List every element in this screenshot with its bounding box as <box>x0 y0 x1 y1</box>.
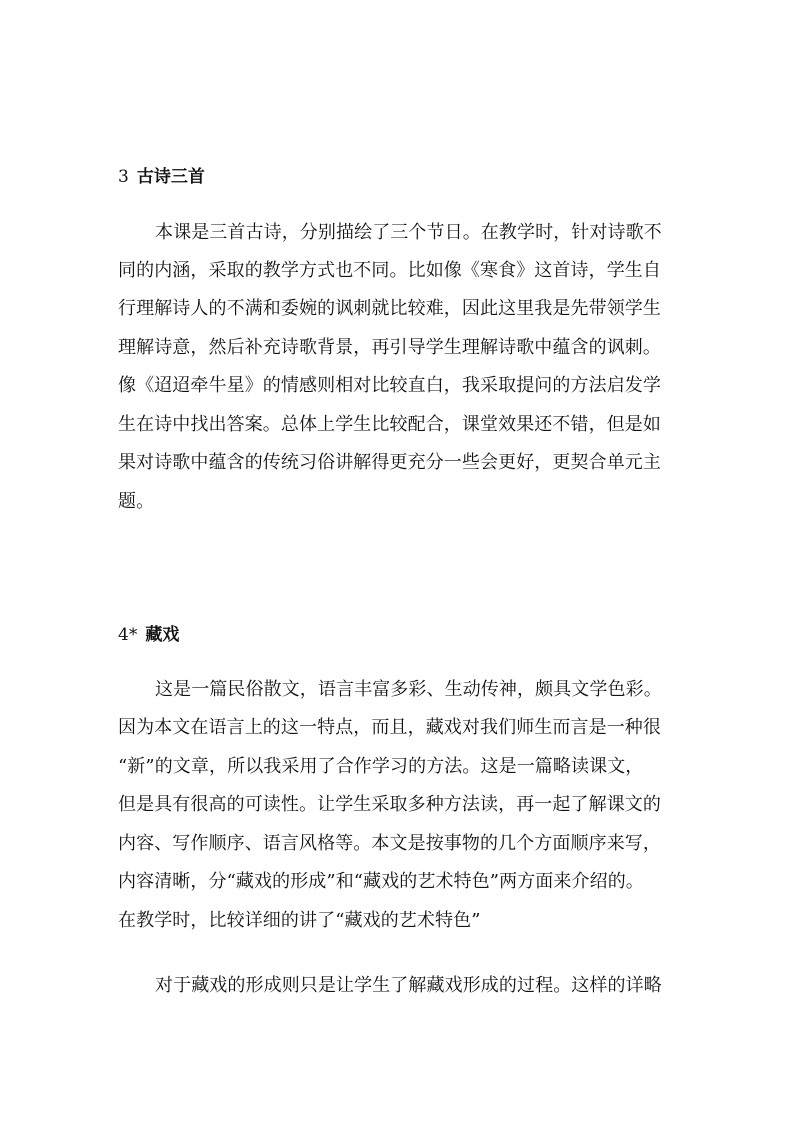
section-title: 古诗三首 <box>136 167 205 187</box>
paragraph-line: “新”的文章，所以我采用了合作学习的方法。这是一篇略读课文， <box>118 756 644 777</box>
paragraph-line: 同的内涵，采取的教学方式也不同。比如像《寒食》这首诗，学生自 <box>118 260 661 281</box>
paragraph-line: 果对诗歌中蕴含的传统习俗讲解得更充分一些会更好，更契合单元主 <box>118 452 661 473</box>
paragraph-line: 内容、写作顺序、语言风格等。本文是按事物的几个方面顺序来写， <box>118 833 661 854</box>
paragraph-line: 理解诗意，然后补充诗歌背景，再引导学生理解诗歌中蕴含的讽刺。 <box>118 337 661 358</box>
paragraph-line: 因为本文在语言上的这一特点，而且，藏戏对我们师生而言是一种很 <box>118 717 661 738</box>
paragraph-line: 题。 <box>118 491 155 512</box>
paragraph-line: 本课是三首古诗，分别描绘了三个节日。在教学时，针对诗歌不 <box>155 222 662 243</box>
paragraph-line: 这是一篇民俗散文，语言丰富多彩、生动传神，颇具文学色彩。 <box>155 679 662 700</box>
paragraph-line: 像《迢迢牵牛星》的情感则相对比较直白，我采取提问的方法启发学 <box>118 375 661 396</box>
paragraph-line: 行理解诗人的不满和委婉的讽刺就比较难，因此这里我是先带领学生 <box>118 298 661 319</box>
paragraph-line: 生在诗中找出答案。总体上学生比较配合，课堂效果还不错，但是如 <box>118 414 661 435</box>
section-number: 3 <box>118 167 129 187</box>
section-heading-gushi <box>118 162 205 187</box>
section-title: 藏戏 <box>145 625 180 645</box>
section-number: 4* <box>118 625 138 645</box>
section-heading-zangxi <box>118 620 179 645</box>
paragraph-line: 对于藏戏的形成则只是让学生了解藏戏形成的过程。这样的详略 <box>155 975 662 996</box>
paragraph-line: 但是具有很高的可读性。让学生采取多种方法读，再一起了解课文的 <box>118 794 661 815</box>
paragraph-line: 在教学时，比较详细的讲了“藏戏的艺术特色” <box>118 910 481 931</box>
paragraph-line: 内容清晰，分“藏戏的形成”和“藏戏的艺术特色”两方面来介绍的。 <box>118 871 644 892</box>
